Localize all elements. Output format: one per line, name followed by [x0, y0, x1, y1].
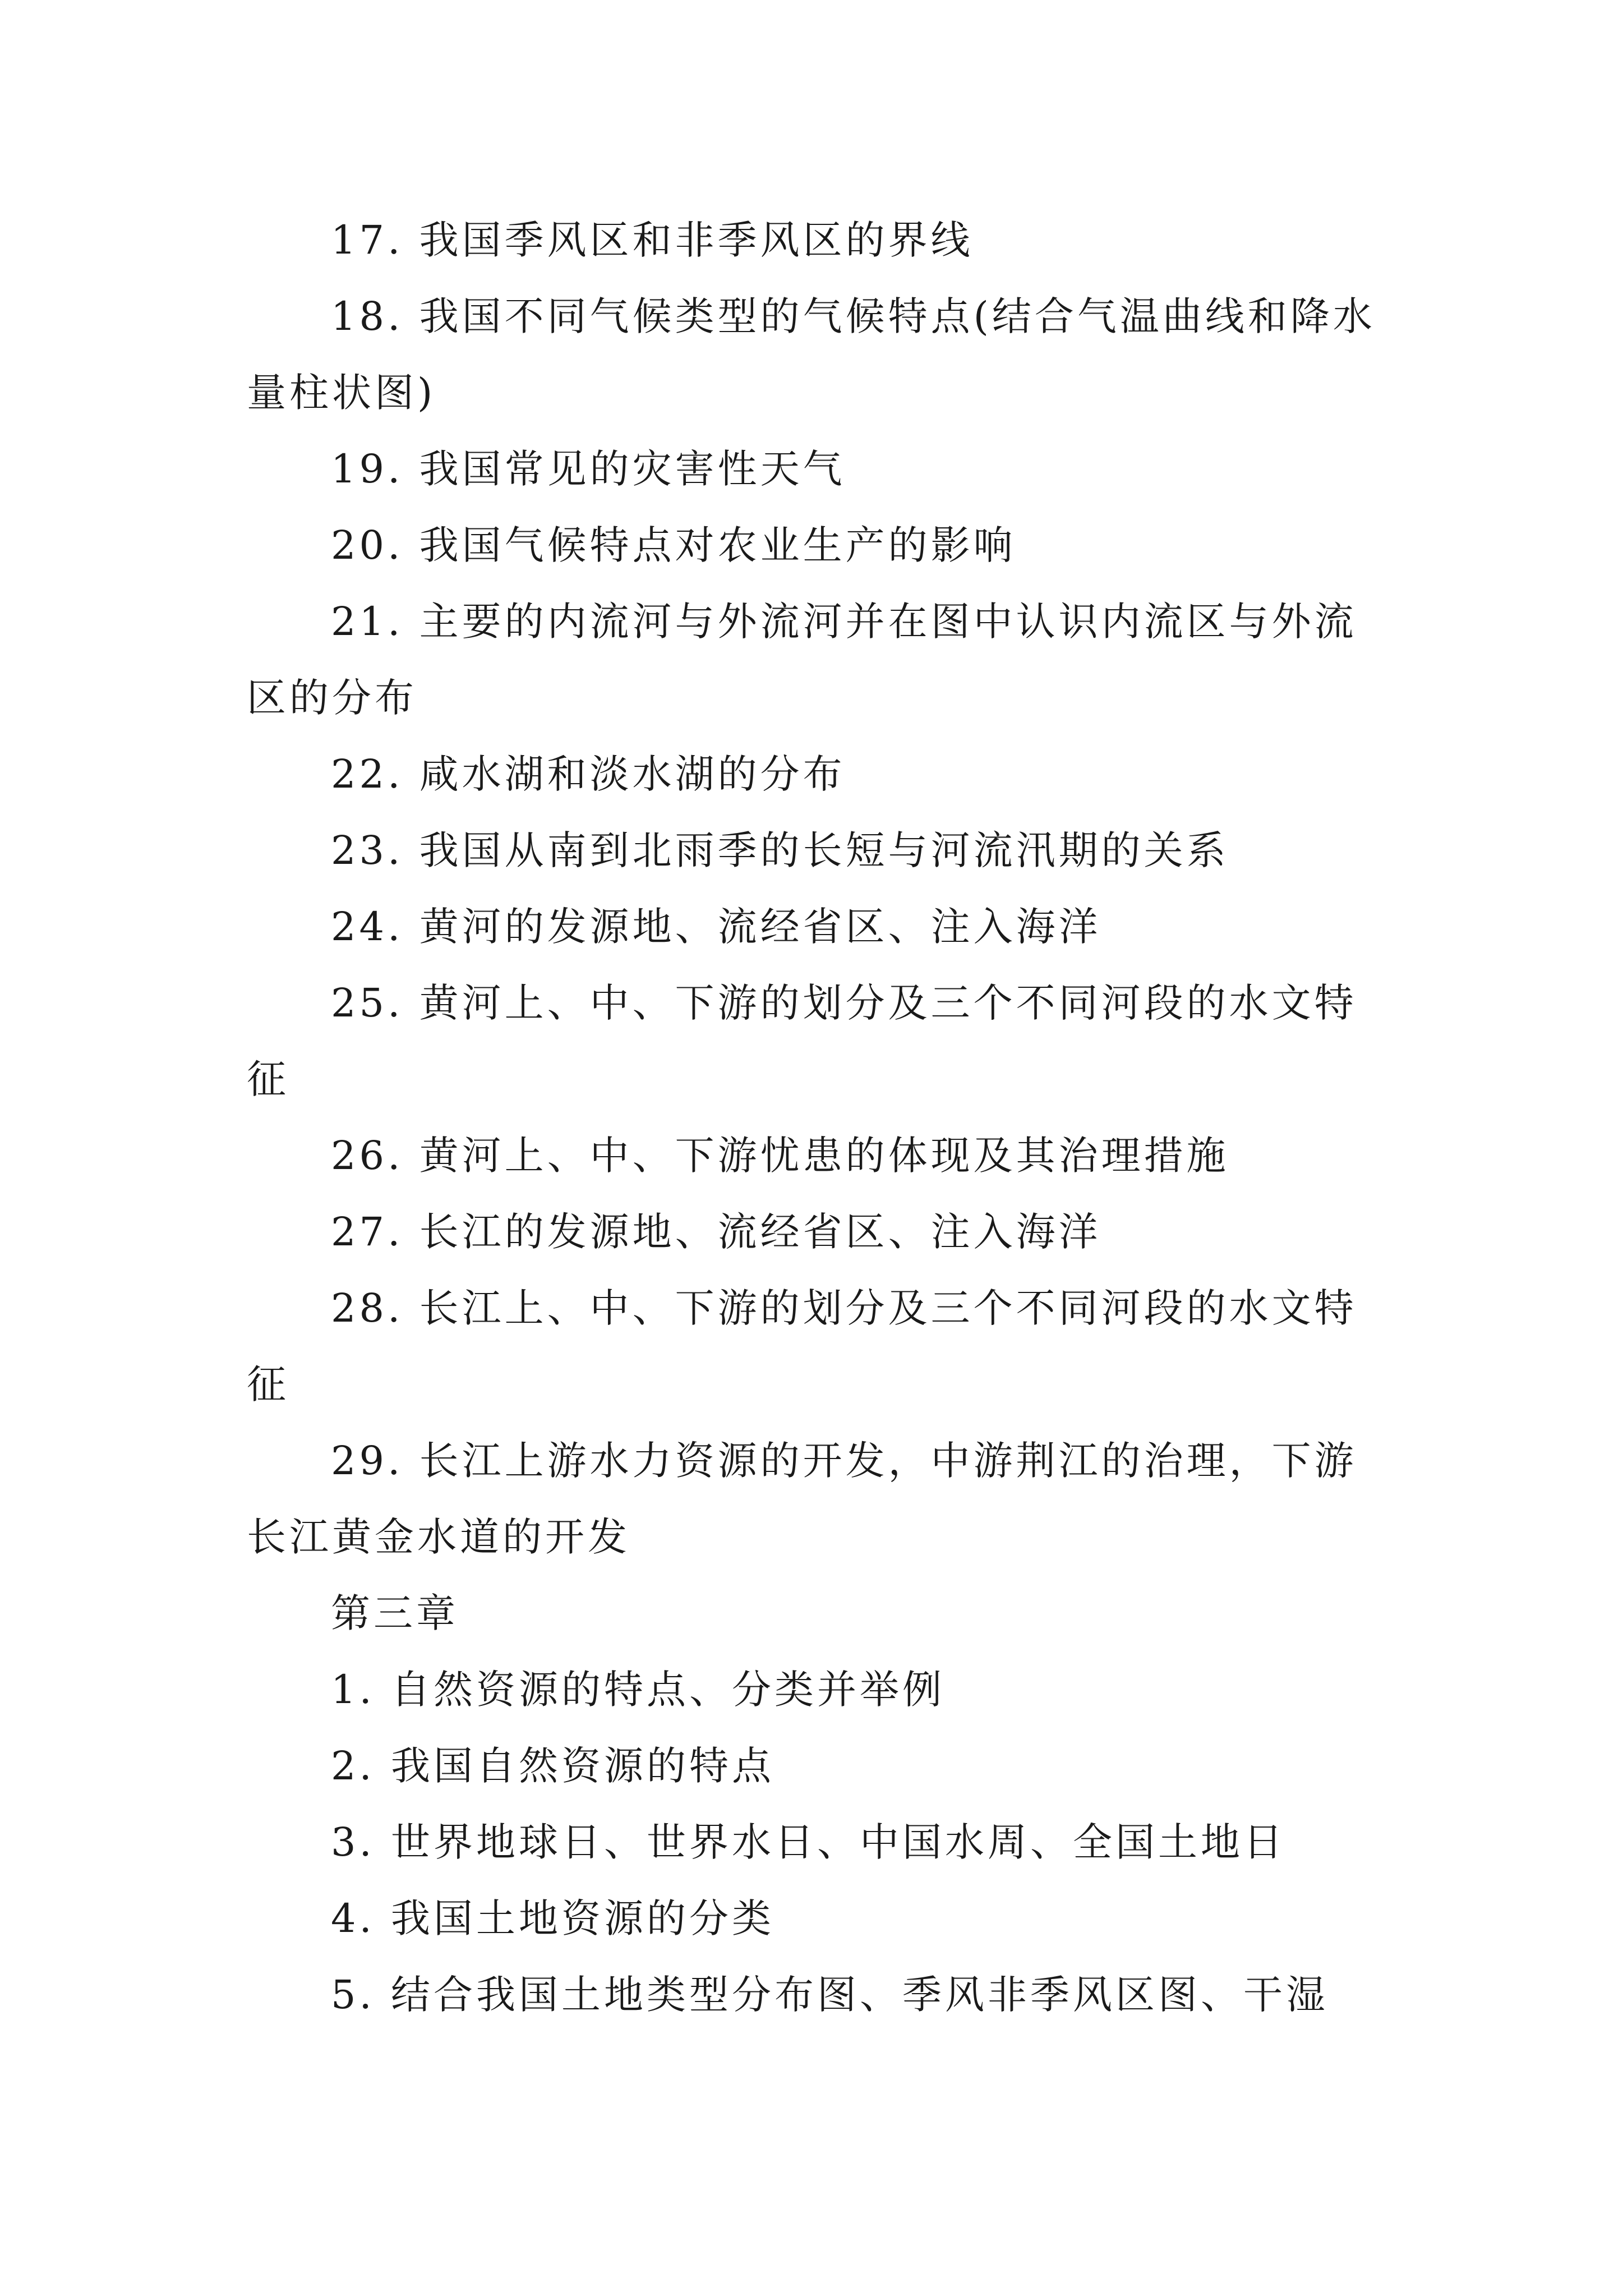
document-body [247, 202, 1391, 2033]
list-item: 24. 黄河的发源地、流经省区、注入海洋 [331, 904, 1101, 950]
list-item: 2. 我国自然资源的特点 [331, 1743, 775, 1789]
list-item: 17. 我国季风区和非季风区的界线 [331, 217, 974, 263]
list-item: 23. 我国从南到北雨季的长短与河流汛期的关系 [331, 827, 1229, 873]
chapter-heading: 第三章 [331, 1590, 459, 1636]
list-item: 18. 我国不同气候类型的气候特点(结合气温曲线和降水量柱状图) [247, 293, 1376, 416]
list-item: 21. 主要的内流河与外流河并在图中认识内流区与外流区的分布 [247, 599, 1357, 721]
list-item: 4. 我国土地资源的分类 [331, 1895, 775, 1941]
list-item: 25. 黄河上、中、下游的划分及三个不同河段的水文特征 [247, 980, 1357, 1102]
list-item: 26. 黄河上、中、下游忧患的体现及其治理措施 [331, 1133, 1229, 1179]
list-item: 3. 世界地球日、世界水日、中国水周、全国土地日 [331, 1819, 1287, 1865]
list-item: 29. 长江上游水力资源的开发，中游荆江的治理，下游长江黄金水道的开发 [247, 1438, 1357, 1560]
list-item: 22. 咸水湖和淡水湖的分布 [331, 751, 846, 797]
list-item: 28. 长江上、中、下游的划分及三个不同河段的水文特征 [247, 1285, 1357, 1407]
list-item: 19. 我国常见的灾害性天气 [331, 446, 846, 492]
list-item: 5. 结合我国土地类型分布图、季风非季风区图、干湿 [331, 1972, 1329, 2018]
list-item: 20. 我国气候特点对农业生产的影响 [331, 522, 1016, 568]
list-item: 1. 自然资源的特点、分类并举例 [331, 1667, 946, 1713]
list-item: 27. 长江的发源地、流经省区、注入海洋 [331, 1209, 1101, 1255]
